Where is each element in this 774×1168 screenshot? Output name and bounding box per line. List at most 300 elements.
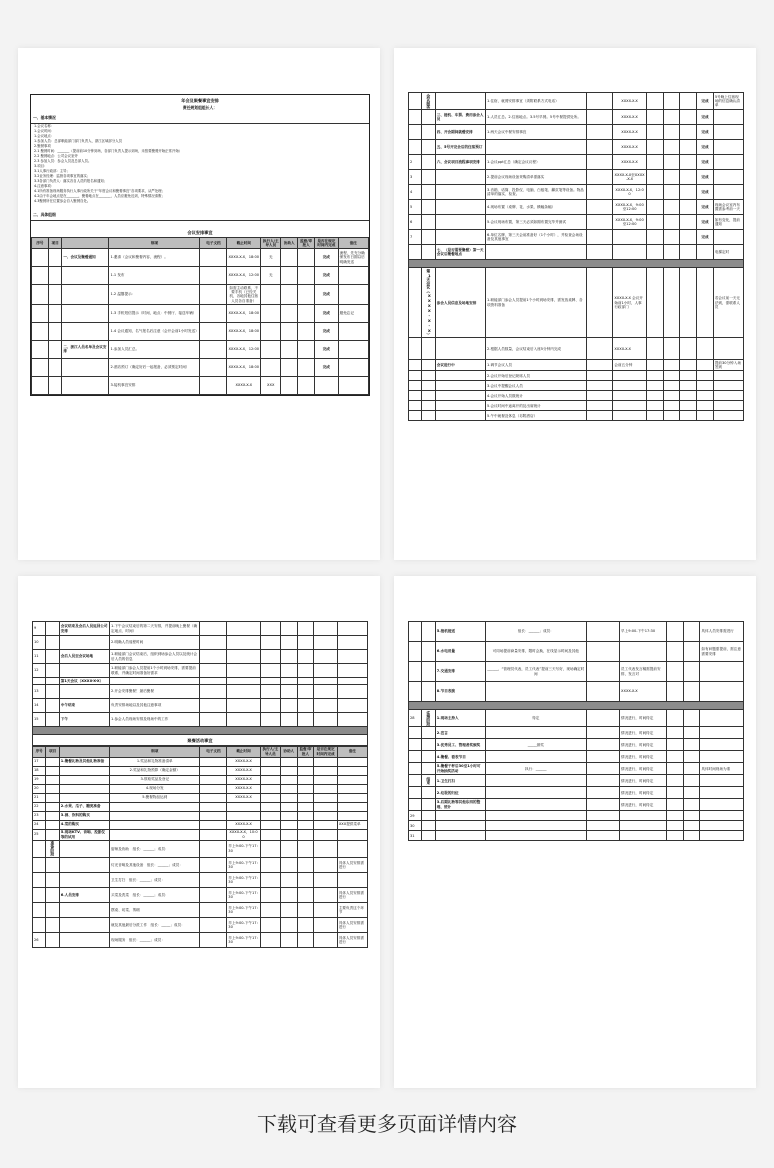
row-assist [663, 268, 680, 338]
row-empty [314, 664, 337, 678]
row-deadline [613, 411, 647, 421]
row-exec [646, 360, 663, 371]
row-exec [261, 358, 281, 376]
row-note: 如有变化，提前通知 [713, 215, 743, 230]
table-row [409, 125, 744, 140]
column-header: 监督/审批人 [298, 238, 315, 249]
table-row [32, 267, 369, 285]
row-doc [200, 802, 227, 811]
row-empty [620, 811, 667, 821]
row-detail [110, 829, 200, 840]
page-1-sheet [30, 94, 370, 396]
row-time: 情况进行，时间待定 [620, 763, 667, 775]
row-done: 完成 [697, 93, 714, 110]
row-empty [314, 820, 337, 829]
row-assist [663, 401, 680, 411]
row-detail [486, 727, 587, 739]
owner-label: 责任规划组组长人： [182, 105, 218, 110]
row-supervisor [680, 215, 697, 230]
table-row [409, 622, 744, 642]
day-label: 第1天会议（XXXX-X-X） [59, 678, 109, 685]
row-time: 早上9:00-下午17:30 [227, 840, 261, 857]
row-note [713, 230, 743, 245]
row-group [422, 642, 435, 662]
row-empty [297, 932, 314, 947]
day-one-table [32, 621, 368, 735]
row-note [338, 358, 368, 376]
row-empty [314, 857, 337, 872]
row-item: 4.菜的购买 [59, 820, 109, 829]
row-number [409, 371, 422, 381]
table-row [409, 787, 744, 799]
row-detail [486, 787, 587, 799]
row-item: 6.人员安排 [59, 887, 109, 902]
row-note [713, 411, 743, 421]
row-detail [486, 751, 587, 763]
row-empty [337, 712, 367, 726]
row-note: 具体人员安排需进行 [337, 857, 367, 872]
row-note: 提前30分钟入场签到 [713, 360, 743, 371]
row-number [32, 267, 49, 285]
column-header: 是否在规定时间内完成 [314, 746, 337, 757]
row-group [422, 338, 435, 360]
row-number [409, 775, 422, 787]
row-group [46, 811, 59, 820]
row-exec [261, 285, 281, 305]
row-empty [260, 622, 280, 636]
table-row [409, 140, 744, 155]
row-empty [280, 811, 297, 820]
row-empty [260, 712, 280, 726]
row-detail: 2.提前会议现场设备采购清单需落实 [486, 170, 587, 185]
row-note [713, 185, 743, 200]
row-note: 电梯定时 [713, 245, 743, 260]
row-empty [486, 821, 587, 831]
basic-info-line: 1.参加人员：总部职能部门部门负责人、浙江区域部分人员 [34, 139, 122, 143]
row-detail: 1.两天会议中餐安排事宜 [486, 125, 587, 140]
row-done [697, 401, 714, 411]
row-group [422, 727, 435, 739]
row-note [713, 391, 743, 401]
row-doc [586, 642, 620, 662]
row-detail: 1.邀请（会议和聚餐内容，流程）。 [109, 249, 200, 267]
row-group [46, 650, 59, 664]
row-number: 17 [33, 757, 46, 766]
row-item: 参会人员信息及场地安排 [435, 268, 485, 338]
row-item [59, 917, 109, 932]
row-detail: 1.住宿，就餐安排事宜（须附联系方式电话） [486, 93, 587, 110]
row-empty [227, 622, 261, 636]
row-note: 具体时间现场为准 [700, 763, 744, 775]
row-empty [280, 757, 297, 766]
row-empty [260, 678, 280, 685]
row-empty [666, 682, 683, 702]
row-doc [586, 245, 613, 260]
table-row [33, 650, 368, 664]
row-note: 流程，先充分确保发布日期以后明确发送 [338, 249, 368, 267]
row-empty [280, 840, 297, 857]
row-number: 26 [33, 932, 46, 947]
table-row [409, 268, 744, 338]
row-item [59, 840, 109, 857]
row-group [422, 245, 435, 260]
row-number [409, 338, 422, 360]
basic-info-line: 3.3各部门负责人：落实各自人员的报名和通知； [34, 179, 108, 183]
section-divider-row [33, 726, 368, 734]
row-doc [586, 710, 620, 727]
row-item: 七、（是否需要聚餐）第一天会议后聚餐地点 [435, 245, 485, 260]
row-empty [666, 821, 683, 831]
row-number [33, 902, 46, 917]
row-empty [280, 802, 297, 811]
row-deadline: XXXX-X-X，9:00至12:00 [613, 215, 647, 230]
row-exec [646, 245, 663, 260]
row-deadline: XXXX-X-X [613, 140, 647, 155]
row-detail: 2.酒店预订（确定好后一起报备，必须预定时间） [109, 358, 200, 376]
column-header: 项目 [46, 746, 59, 757]
row-empty [586, 831, 620, 841]
basic-info-line: 3.1人事行政部：主导； [34, 169, 70, 173]
row-item [435, 230, 485, 245]
row-supervisor [680, 93, 697, 110]
table-row [33, 712, 368, 726]
column-header: 细项 [109, 238, 200, 249]
row-number [33, 917, 46, 932]
row-deadline: XXXX-X-X [227, 757, 261, 766]
row-note [713, 110, 743, 125]
column-header: 序号 [33, 746, 46, 757]
row-detail [486, 682, 587, 702]
row-supervisor [680, 200, 697, 215]
table-row [409, 710, 744, 727]
row-note [700, 710, 744, 727]
row-doc [200, 857, 227, 872]
row-empty [314, 902, 337, 917]
row-empty [280, 902, 297, 917]
table-row [33, 636, 368, 650]
divider-cell [409, 260, 744, 268]
row-note: 5号晚上住宿现场的信息确认清单 [713, 93, 743, 110]
row-detail: 1.参加人员汇总。 [109, 340, 200, 358]
row-supervisor [680, 268, 697, 338]
row-empty [314, 622, 337, 636]
row-empty [260, 766, 280, 775]
row-doc [586, 662, 620, 682]
row-assist [663, 215, 680, 230]
row-number [409, 110, 422, 125]
table-row [409, 110, 744, 125]
row-empty [666, 775, 683, 787]
row-number: 15 [33, 712, 46, 726]
row-empty [297, 829, 314, 840]
row-number [33, 887, 46, 902]
row-empty [280, 698, 297, 712]
row-empty [683, 662, 700, 682]
row-deadline [613, 245, 647, 260]
row-time: 情况进行，时间待定 [620, 739, 667, 751]
row-item [59, 857, 109, 872]
row-deadline: XXXX-X-X [227, 784, 261, 793]
row-doc [200, 887, 227, 902]
table-row [409, 170, 744, 185]
download-more-footer: 下载可查看更多页面详情内容 [257, 1112, 517, 1136]
row-group [422, 662, 435, 682]
row-number [32, 376, 49, 394]
row-doc [200, 766, 227, 775]
row-note: 具体人员安排需进行 [700, 622, 744, 642]
row-group [422, 215, 435, 230]
row-done: 完成 [697, 200, 714, 215]
row-empty [227, 650, 261, 664]
row-empty [435, 811, 485, 821]
row-group [46, 857, 59, 872]
row-empty [260, 793, 280, 802]
row-item: 1.聚餐礼物及其他礼物准备 [59, 757, 109, 766]
row-exec [646, 371, 663, 381]
column-header: 截止时间 [227, 746, 261, 757]
row-number: 29 [409, 811, 422, 821]
row-note [337, 793, 367, 802]
row-deadline [613, 391, 647, 401]
row-time: 情况进行，时间待定 [620, 775, 667, 787]
row-deadline: XXXX-X-X，18:00 [227, 304, 261, 322]
row-item [59, 932, 109, 947]
row-number: 7 [409, 230, 422, 245]
row-group [46, 698, 59, 712]
row-group [422, 200, 435, 215]
row-time: 情况进行，时间待定 [620, 727, 667, 739]
row-empty [280, 678, 297, 685]
table-row [33, 829, 368, 840]
row-doc [586, 360, 613, 371]
row-number [409, 360, 422, 371]
row-number [33, 678, 46, 685]
row-item [59, 636, 109, 650]
row-done: 完成 [315, 322, 339, 340]
divider-cell [33, 726, 368, 734]
row-group [46, 887, 59, 902]
row-deadline: XXXX-X-X [227, 775, 261, 784]
column-header: 执行人/主导人员 [260, 746, 280, 757]
row-group [422, 763, 435, 775]
row-item: 1.卫生打扫 [435, 775, 485, 787]
row-deadline: XXXX-X-X至XXXX-X-X [613, 170, 647, 185]
row-group [422, 787, 435, 799]
row-number [409, 662, 422, 682]
row-item: 4.聚餐、看表节目 [435, 751, 485, 763]
row-item: 一、会议及聚餐通知 [62, 249, 109, 267]
row-empty [666, 811, 683, 821]
row-done [697, 371, 714, 381]
row-supervisor [680, 185, 697, 200]
row-group [46, 902, 59, 917]
row-empty [314, 811, 337, 820]
row-item [435, 371, 485, 381]
column-header: 电子文档 [200, 238, 227, 249]
row-detail: 2.根据人员数量，会议结束后入座5分钟内完成 [486, 338, 587, 360]
row-group [422, 140, 435, 155]
row-done [697, 391, 714, 401]
row-deadline: XXXX-X-X [613, 93, 647, 110]
row-done: 完成 [315, 358, 339, 376]
row-note: 如有问题需提前，需注意需要安排 [700, 642, 744, 662]
row-deadline: XXXX-X-X [613, 155, 647, 170]
row-deadline [613, 230, 647, 245]
row-empty [260, 698, 280, 712]
row-empty [337, 622, 367, 636]
row-exec [261, 304, 281, 322]
row-item: 1.现场主持人 [435, 710, 485, 727]
page-4-sheet [408, 621, 744, 841]
row-note [700, 787, 744, 799]
row-empty [314, 932, 337, 947]
row-detail: 1.会议ppt汇总（确定会议议程） [486, 155, 587, 170]
row-deadline: 会前五分钟 [613, 360, 647, 371]
row-group [422, 155, 435, 170]
section-divider-row [409, 702, 744, 710]
basic-info-line: 2.2 聚餐地点：公司会议室旁 [34, 154, 78, 158]
row-done: 完成 [697, 230, 714, 245]
table-row [409, 727, 744, 739]
row-supervisor [680, 381, 697, 391]
row-detail: 负责安排场地以及其他注意事项 [110, 698, 200, 712]
row-empty [486, 831, 587, 841]
row-item [435, 401, 485, 411]
row-item [435, 93, 485, 110]
row-empty [260, 811, 280, 820]
row-done: 完成 [697, 125, 714, 140]
table-row [33, 664, 368, 678]
row-note [713, 125, 743, 140]
table-row [32, 285, 369, 305]
row-sub [48, 322, 61, 340]
staff-row [33, 917, 368, 932]
row-empty [683, 763, 700, 775]
row-note [338, 376, 368, 394]
row-empty [297, 887, 314, 902]
row-doc [586, 338, 613, 360]
row-deadline: XXXX-X-X，12:00 [227, 267, 261, 285]
row-empty [260, 636, 280, 650]
row-number [409, 140, 422, 155]
table-row [409, 185, 744, 200]
row-number [409, 93, 422, 110]
table-row [33, 784, 368, 793]
row-empty [337, 664, 367, 678]
row-number: 6 [409, 215, 422, 230]
table-row [409, 338, 744, 360]
row-empty [297, 902, 314, 917]
row-exec [646, 93, 663, 110]
table-row [409, 739, 744, 751]
row-supervisor [680, 411, 697, 421]
row-number: 19 [33, 775, 46, 784]
table-row [409, 775, 744, 787]
section-specific: 二、具体组细 [31, 210, 369, 221]
row-assist [281, 322, 298, 340]
row-deadline: XXXX-X-X，10:00 [227, 829, 261, 840]
row-note: 具体人员安排需进行 [337, 887, 367, 902]
row-sub [48, 376, 61, 394]
row-doc [586, 381, 613, 391]
row-item [62, 358, 109, 376]
row-note: 现场会议室内布置需参考前一天 [713, 200, 743, 215]
row-supervisor [680, 155, 697, 170]
row-item: 3.后期礼物等其他东西的整理、统计 [435, 799, 485, 811]
row-detail: 3.会议中提醒会议人员 [486, 381, 587, 391]
row-detail: 执行：______ [486, 763, 587, 775]
row-empty [297, 793, 314, 802]
row-group [46, 766, 59, 775]
row-detail: 6.单位名牌，第三天会前准备好（1个小时），并检查会场设备及其他事宜 [486, 230, 587, 245]
staff-row [33, 840, 368, 857]
column-header: 序号 [32, 238, 49, 249]
row-empty [260, 857, 280, 872]
row-item: 2.垃圾的归位 [435, 787, 485, 799]
row-empty [280, 932, 297, 947]
row-detail: 4.现场布置（桌牌、花、水果、横幅条幅） [486, 200, 587, 215]
row-deadline: XXXX-X-X [227, 376, 261, 394]
row-empty [297, 678, 314, 685]
row-empty [666, 763, 683, 775]
row-empty [280, 684, 297, 698]
row-doc [200, 340, 227, 358]
row-empty [666, 787, 683, 799]
row-note [713, 338, 743, 360]
row-assist [663, 411, 680, 421]
row-number: 5 [409, 200, 422, 215]
row-number [409, 401, 422, 411]
row-done: 完成 [697, 185, 714, 200]
row-supervisor [298, 358, 315, 376]
row-item: 3.酒、饮料的购买 [59, 811, 109, 820]
row-sub [48, 358, 61, 376]
row-number [409, 245, 422, 260]
row-group [422, 411, 435, 421]
row-assist [663, 391, 680, 401]
row-assist [663, 140, 680, 155]
row-item [59, 664, 109, 678]
row-doc [200, 358, 227, 376]
row-empty [683, 751, 700, 763]
row-empty [297, 840, 314, 857]
row-exec [646, 411, 663, 421]
row-group [46, 622, 59, 636]
row-empty [280, 712, 297, 726]
row-assist [281, 376, 298, 394]
document-title: 年会及聚餐事宜安排 [181, 98, 219, 103]
row-assist [281, 285, 298, 305]
row-doc [200, 872, 227, 887]
row-deadline [613, 371, 647, 381]
row-note [700, 727, 744, 739]
table-row [409, 662, 744, 682]
row-empty [260, 872, 280, 887]
row-empty [700, 821, 744, 831]
staff-row [33, 887, 368, 902]
row-empty [280, 650, 297, 664]
row-exec [646, 110, 663, 125]
row-doc [586, 622, 620, 642]
row-empty [666, 622, 683, 642]
row-number [32, 358, 49, 376]
row-item: 中午结束 [59, 698, 109, 712]
row-exec [261, 340, 281, 358]
table-row [409, 821, 744, 831]
document-page-2 [394, 48, 756, 560]
table-row [409, 371, 744, 381]
row-doc [586, 763, 620, 775]
